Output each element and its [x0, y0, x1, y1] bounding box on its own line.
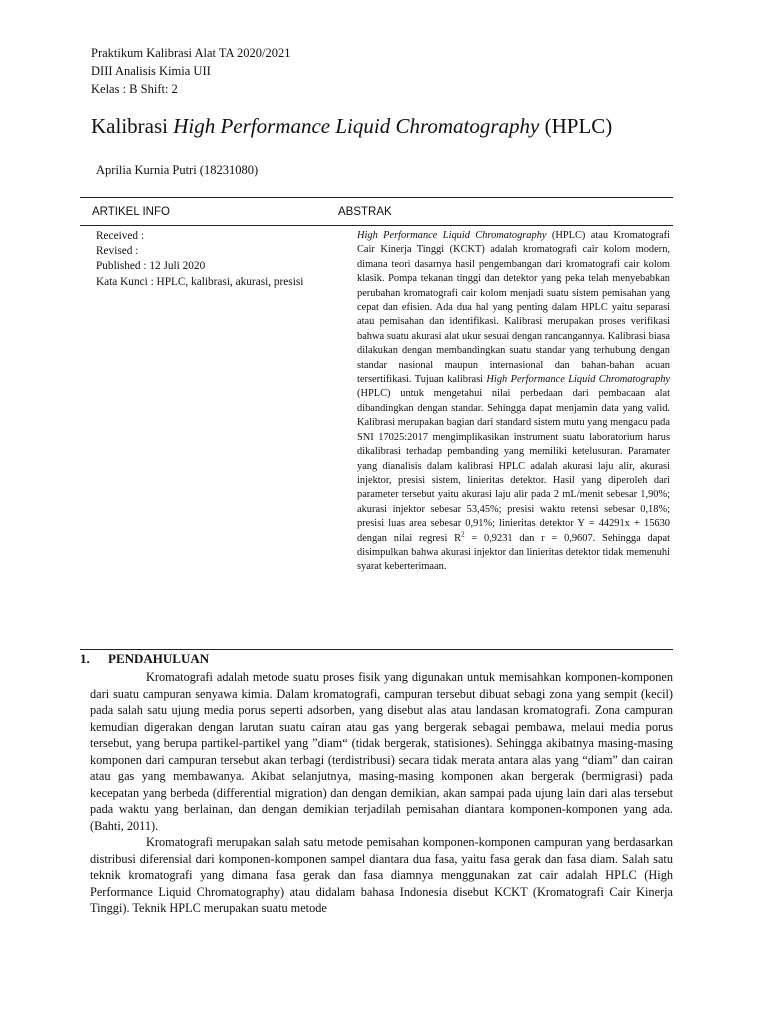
title-italic: High Performance Liquid Chromatography [173, 114, 540, 138]
abstract-italic-intro: High Performance Liquid Chromatography [357, 230, 547, 241]
class-line: Kelas : B Shift: 2 [91, 82, 178, 96]
section-number: 1. [80, 651, 90, 666]
revised-field: Revised : [96, 245, 139, 258]
body-paragraph-1: Kromatografi adalah metode suatu proses fisik yang digunakan untuk memisahkan komponen-komponen dari suatu campuran senyawa kimia. Dalam kromatografi, campuran tersebut dibuat sebagi zona yang sempit (kecil) pada salah satu ujung media porus seperti adsorben, yang disebut alas atau landasan kromatografi. Zona campuran kemudian digerakan dengan larutan suatu cairan atau gas yang bergerak sebagai pembawa, melaui media porus tersebut, yang berupa partikel-partikel yang ”diam“ (tidak bergerak, statisiones). Sehingga akibatnya masing-masing komponen dari campuran tersebut akan terbagi (terdistribusi) secara tidak merata antara alas yang “diam” dan cairan atau gas yang membawanya. Akibat selanjutnya, masing-masing komponen akan bergerak (bermigrasi) pada kecepatan yang berbeda (differential migration) dan dengan demikian, akan sampai pada ujung lain dari alas tersebut pada waktu yang berlainan, dan dengan demikian terjadilah pemisahan diantara komponen-komponen yang ada. (Bahti, 2011). [90, 670, 673, 833]
course-header [91, 44, 290, 98]
abstract-sup: 2 [461, 530, 465, 539]
abstract-text [357, 229, 670, 575]
abstract-heading: ABSTRAK [338, 206, 392, 218]
abstract-italic-mid: High Performance Liquid Chromatography [486, 374, 671, 386]
table-top-rule [80, 197, 673, 198]
title-suffix: (HPLC) [539, 114, 613, 138]
abstract-part1: (HPLC) atau Kromatografi Cair Kinerja Tinggi (KCKT) adalah kromatografi cair kolom modern, dimana teori dasarnya hasil pengembangan dari kromatografi cair kolom klasik. Pompa tekanan tinggi dan detektor yang peka telah menyebabkan perubahan kromatografi cair kolom menjadi suatu sistem pemisahan yang cepat dan efisien. Ada dua hal yang penting dalam HPLC yaitu separasi atau pemisahan dan identifikasi. Kalibrasi merupakan proses verifikasi bahwa suatu akurasi alat ukur sesuai dengan rancangannya. Kalibrasi biasa dilakukan dengan membandingkan suatu standar yang terhubung dengan standar nasional maupun internasional dan bahan-bahan acuan tersertifikasi. Tujuan kalibrasi [357, 230, 670, 386]
abstract-part2: (HPLC) untuk mengetahui nilai perbedaan dari pembacaan alat dibandingkan dengan standar. Sehingga dapat menjamin data yang valid. Kalibrasi merupakan bagian dari standard sistem mutu yang mengacu pada SNI 17025:2017 mengimplikasikan instrument suatu laboratorium harus dikalibrasi terhadap pembanding yang memiliki ketelusuran. Paramater yang dianalisis dalam kalibrasi HPLC adalah akurasi laju alir, akurasi injektor, presisi sistem, linieritas detektor. Hasil yang diperoleh dari parameter tersebut yaitu akurasi laju alir pada 2 mL/menit sebesar 1,90%; akurasi injektor sebesar 53,45%; presisi waktu retensi sebesar 0,18%; presisi luas area sebesar 0,91%; linieritas detektor Y = 44291x + 15630 dengan nilai regresi R [357, 388, 670, 544]
table-bottom-rule [80, 649, 673, 650]
author: Aprilia Kurnia Putri (18231080) [96, 163, 259, 177]
section-body [90, 669, 673, 917]
table-header-rule [80, 225, 673, 226]
article-info-heading: ARTIKEL INFO [92, 206, 170, 218]
paper-title [91, 114, 612, 139]
keywords-field: Kata Kunci : HPLC, kalibrasi, akurasi, presisi [96, 275, 304, 288]
abstract-part3: = 0,9231 dan r = 0,9607. Sehingga dapat disimpulkan bahwa akurasi injektor dan linieritas detektor tidak memenuhi syarat keberterimaan. [357, 532, 671, 573]
title-prefix: Kalibrasi [91, 114, 174, 138]
article-info [96, 229, 316, 290]
received-field: Received : [96, 230, 144, 242]
section-heading [80, 651, 209, 667]
body-paragraph-2: Kromatografi merupakan salah satu metode pemisahan komponen-komponen campuran yang berdasarkan distribusi diferensial dari komponen-komponen sampel diantara dua fasa, yaitu fasa gerak dan fasa diam. Salah satu teknik kromatografi yang dimana fasa gerak dan fasa diamnya menggunakan zat cair adalah HPLC (High Performance Liquid Chromatography) atau didalam bahasa Indonesia disebut KCKT (Kromatografi Cair Kinerja Tinggi). Teknik HPLC merupakan suatu metode [90, 835, 673, 915]
program-line: DIII Analisis Kimia UII [91, 64, 211, 78]
course-line: Praktikum Kalibrasi Alat TA 2020/2021 [91, 46, 291, 60]
published-field: Published : 12 Juli 2020 [96, 260, 206, 273]
section-title: PENDAHULUAN [108, 651, 210, 666]
